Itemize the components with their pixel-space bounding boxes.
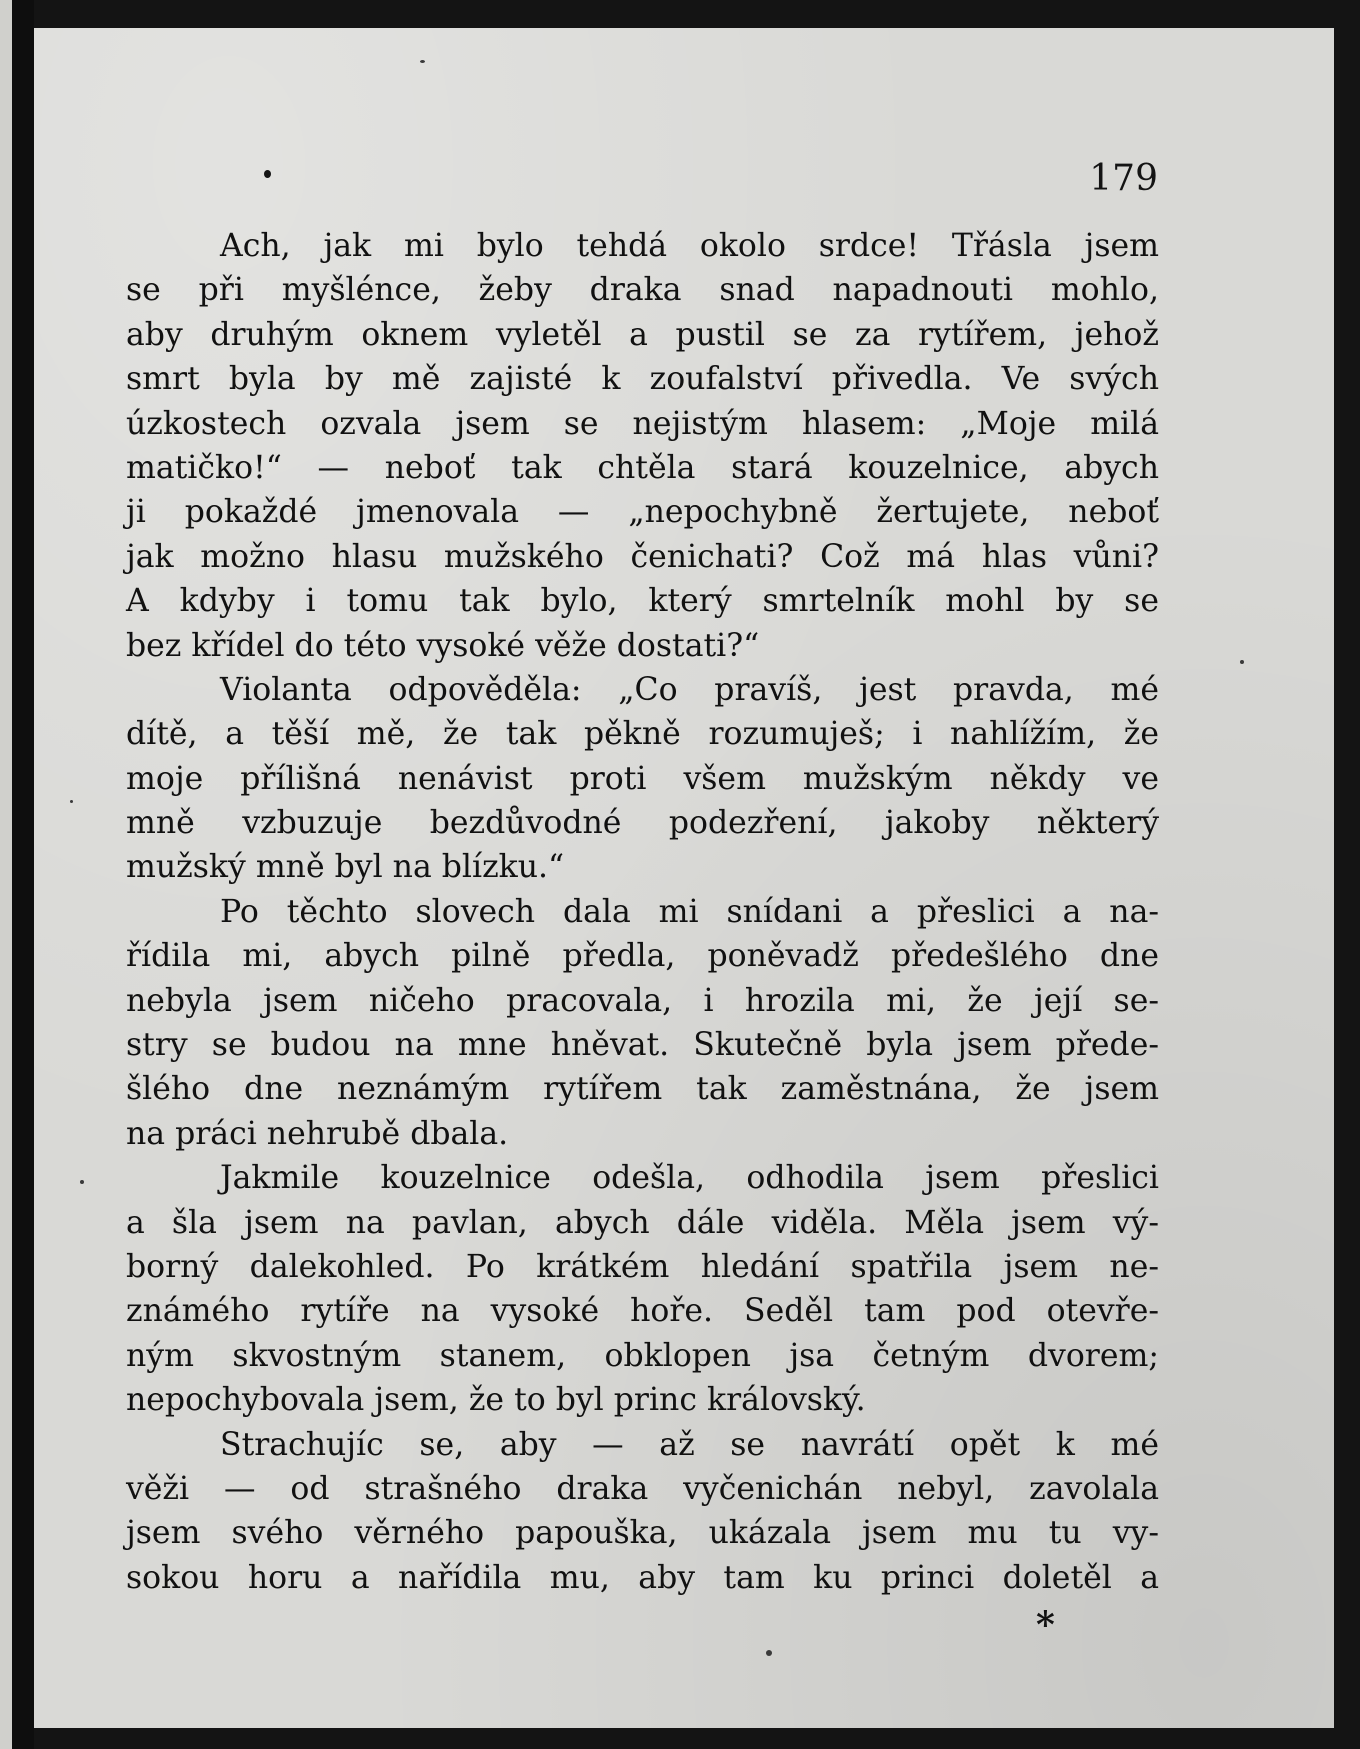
signature-mark: * bbox=[1036, 1604, 1055, 1646]
text-line: známého rytíře na vysoké hoře. Seděl tam pod otevře- bbox=[126, 1293, 1159, 1330]
page-body-text bbox=[126, 224, 1159, 1600]
text-line: se při myšlénce, žeby draka snad napadnouti mohlo, bbox=[126, 272, 1159, 309]
text-line: Jakmile kouzelnice odešla, odhodila jsem přeslici bbox=[220, 1160, 1159, 1197]
book-gutter bbox=[12, 0, 34, 1749]
scan-speck bbox=[420, 60, 425, 63]
adjacent-page-edge bbox=[0, 0, 12, 1749]
text-line: smrt byla by mě zajisté k zoufalství přivedla. Ve svých bbox=[126, 361, 1159, 398]
text-line: jsem svého věrného papouška, ukázala jsem mu tu vy- bbox=[126, 1515, 1159, 1552]
text-line: borný dalekohled. Po krátkém hledání spatřila jsem ne- bbox=[126, 1248, 1159, 1285]
text-line: mužský mně byl na blízku.“ bbox=[126, 849, 565, 886]
text-line: řídila mi, abych pilně předla, poněvadž předešlého dne bbox=[126, 938, 1159, 975]
text-line: nebyla jsem ničeho pracovala, i hrozila mi, že její se- bbox=[126, 982, 1159, 1019]
scan-speck bbox=[1240, 660, 1244, 664]
text-line: a šla jsem na pavlan, abych dále viděla. Měla jsem vý- bbox=[126, 1204, 1159, 1241]
text-line: A kdyby i tomu tak bylo, který smrtelník mohl by se bbox=[126, 583, 1159, 620]
text-line: věži — od strašného draka vyčenichán nebyl, zavolala bbox=[126, 1470, 1159, 1507]
text-line: úzkostech ozvala jsem se nejistým hlasem: „Moje milá bbox=[126, 405, 1159, 442]
text-line: Strachujíc se, aby — až se navrátí opět k mé bbox=[220, 1426, 1159, 1463]
text-line: ným skvostným stanem, obklopen jsa četným dvorem; bbox=[126, 1337, 1159, 1374]
text-line: jak možno hlasu mužského čenichati? Což má hlas vůni? bbox=[126, 538, 1159, 575]
text-line: na práci nehrubě dbala. bbox=[126, 1115, 509, 1152]
text-line: bez křídel do této vysoké věže dostati?“ bbox=[126, 627, 760, 664]
text-line: stry se budou na mne hněvat. Skutečně byla jsem přede- bbox=[126, 1027, 1159, 1064]
text-line: nepochybovala jsem, že to byl princ královský. bbox=[126, 1382, 866, 1419]
text-line: Po těchto slovech dala mi snídani a přeslici a na- bbox=[220, 893, 1159, 930]
text-line: Ach, jak mi bylo tehdá okolo srdce! Třásla jsem bbox=[220, 228, 1159, 264]
scan-speck bbox=[766, 1650, 772, 1656]
text-line: aby druhým oknem vyletěl a pustil se za rytířem, jehož bbox=[126, 316, 1159, 353]
text-line: ji pokaždé jmenovala — „nepochybně žertujete, neboť bbox=[126, 494, 1159, 531]
text-line: dítě, a těší mě, že tak pěkně rozumuješ; i nahlížím, že bbox=[126, 716, 1159, 753]
text-line: mně vzbuzuje bezdůvodné podezření, jakoby některý bbox=[126, 805, 1159, 842]
page-number: 179 bbox=[1089, 158, 1158, 199]
text-line: Violanta odpověděla: „Co pravíš, jest pravda, mé bbox=[220, 671, 1159, 708]
text-line: sokou horu a nařídila mu, aby tam ku princi doletěl a bbox=[126, 1559, 1159, 1596]
text-line: šlého dne neznámým rytířem tak zaměstnána, že jsem bbox=[126, 1071, 1159, 1108]
scan-speck bbox=[70, 800, 73, 803]
scan-speck bbox=[80, 1180, 84, 1184]
header-dot bbox=[264, 170, 271, 178]
text-line: moje přílišná nenávist proti všem mužským někdy ve bbox=[126, 760, 1159, 797]
text-line: matičko!“ — neboť tak chtěla stará kouzelnice, abych bbox=[126, 449, 1159, 486]
